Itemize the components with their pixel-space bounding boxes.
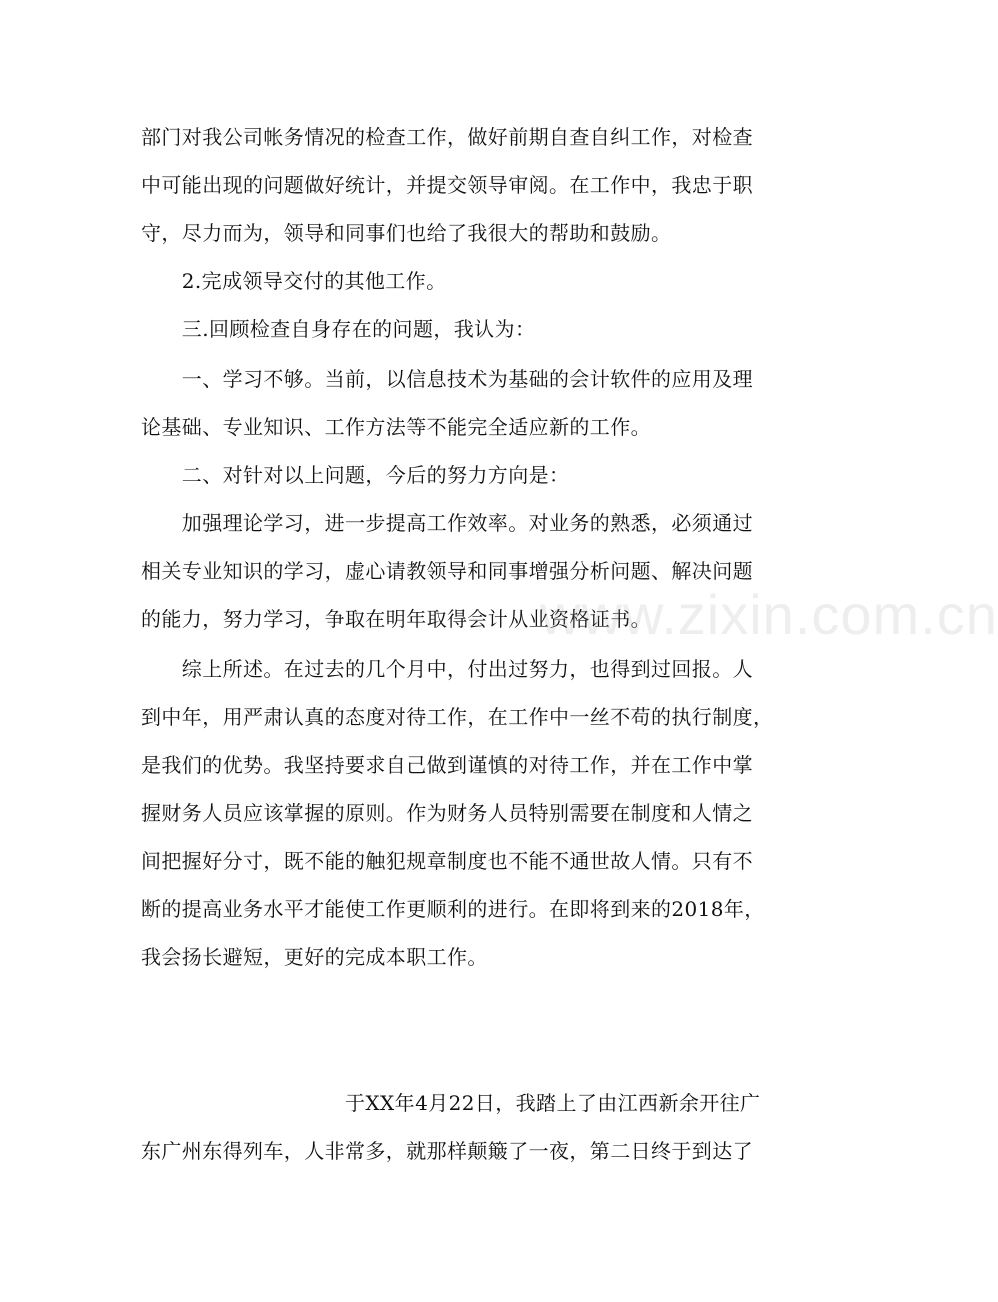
text-line-7: 论基础、专业知识、工作方法等不能完全适应新的工作。 — [141, 415, 651, 439]
text-line-9: 加强理论学习，进一步提高工作效率。对业务的熟悉，必须通过 — [141, 511, 753, 535]
text-line-13: 到中年，用严肃认真的态度对待工作，在工作中一丝不苟的执行制度， — [141, 705, 774, 729]
text-line-5: 三.回顾检查自身存在的问题，我认为： — [141, 317, 536, 341]
text-line-18: 我会扬长避短，更好的完成本职工作。 — [141, 945, 488, 969]
text-line-8: 二、对针对以上问题，今后的努力方向是： — [141, 463, 570, 487]
text-line-16: 间把握好分寸，既不能的触犯规章制度也不能不通世故人情。只有不 — [141, 849, 753, 873]
text-line-17: 断的提高业务水平才能使工作更顺利的进行。在即将到来的2018年， — [141, 897, 765, 921]
text-line-6: 一、学习不够。当前，以信息技术为基础的会计软件的应用及理 — [141, 367, 753, 391]
text-line-2: 中可能出现的问题做好统计，并提交领导审阅。在工作中，我忠于职 — [141, 173, 753, 197]
text-line-10: 相关专业知识的学习，虚心请教领导和同事增强分析问题、解决问题 — [141, 559, 753, 583]
text-line-19: 于XX年4月22日，我踏上了由江西新余开往广 — [141, 1091, 761, 1115]
text-line-20: 东广州东得列车，人非常多，就那样颠簸了一夜，第二日终于到达了 — [141, 1139, 753, 1163]
text-line-14: 是我们的优势。我坚持要求自己做到谨慎的对待工作，并在工作中掌 — [141, 753, 753, 777]
text-line-15: 握财务人员应该掌握的原则。作为财务人员特别需要在制度和人情之 — [141, 801, 753, 825]
text-line-1: 部门对我公司帐务情况的检查工作，做好前期自查自纠工作，对检查 — [141, 125, 753, 149]
text-line-4: 2.完成领导交付的其他工作。 — [141, 269, 447, 293]
text-line-12: 综上所述。在过去的几个月中，付出过努力，也得到过回报。人 — [141, 657, 753, 681]
text-line-11: 的能力，努力学习，争取在明年取得会计从业资格证书。 — [141, 607, 651, 631]
watermark: www.zixin.com.cn — [540, 583, 998, 646]
text-line-3: 守，尽力而为，领导和同事们也给了我很大的帮助和鼓励。 — [141, 221, 672, 245]
